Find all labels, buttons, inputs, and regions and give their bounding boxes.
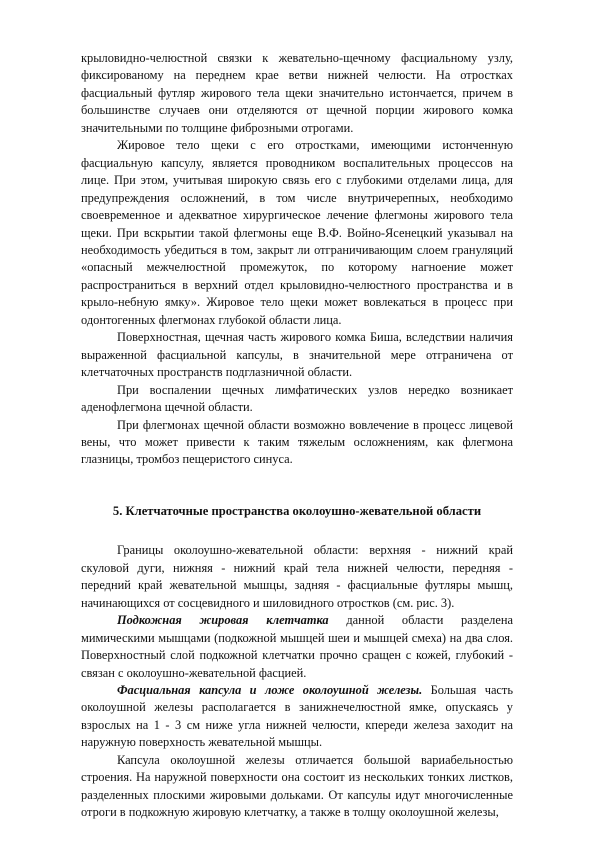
paragraph-boundaries: Границы околоушно-жевательной области: верхняя - нижний край скуловой дуги, нижняя - нижний край тела нижней челюсти, передняя - передний край жевательной мышцы, задняя - фасциальные футляры мышц, начинающихся от сосцевидного и шиловидного отростков (см. рис. 3). (81, 543, 513, 610)
paragraph-parotid-capsule (81, 682, 513, 752)
paragraph-subcutaneous (81, 612, 513, 682)
paragraph: Капсула околоушной железы отличается большой вариабельностью строения. На наружной поверхности она состоит из нескольких тонких листков, разделенных плоскими жировыми дольками. От капсулы идут многочисленные отроги в подкожную жировую клетчатку, а также в толщу околоушной железы, (81, 752, 513, 820)
paragraph: При воспалении щечных лимфатических узлов нередко возникает аденофлегмона щечной области. (81, 382, 513, 415)
section-heading: 5. Клетчаточные пространства околоушно-жевательной области (112, 503, 482, 518)
run-in-heading: Фасциальная капсула и ложе околоушной железы. (117, 682, 423, 697)
document-page (81, 50, 513, 822)
heading-spacer (81, 520, 513, 542)
paragraph: При флегмонах щечной области возможно вовлечение в процесс лицевой вены, что может привести к таким тяжелым осложнениям, как флегмона глазницы, тромбоз пещеристого синуса. (81, 417, 513, 467)
run-in-heading: Подкожная жировая клетчатка (117, 613, 329, 628)
paragraph: Поверхностная, щечная часть жирового комка Биша, вследствии наличия выраженной фасциальной капсулы, в значительной мере отграничена от клетчаточных пространств подглазничной области. (81, 330, 513, 380)
paragraph-text: данной области разделена мимическими мышцами (подкожной мышцей шеи и мышцей смеха) на два слоя. Поверхностный слой подкожной клетчатки прочно сращен с кожей, глубокий - связан с околоушно-жевательной фасцией. (81, 613, 513, 680)
paragraph: Жировое тело щеки с его отростками, имеющими истонченную фасциальную капсулу, является проводником воспалительных процессов на лице. При этом, учитывая широкую связь его с глубокими отделами лица, для предупреждения осложнений, в том числе внутричерепных, необходимо своевременное и адекватное хирургическое лечение флегмоны жирового тела щеки. При вскрытии такой флегмоны еще В.Ф. Войно-Ясенецкий указывал на необходимость убедиться в том, закрыт ли отграничивающим слоем грануляций «опасный межчелюстной промежуток, по которому нагноение может распространиться в верхний отдел крыловидно-челюстного пространства и в крыло-небную ямку». Жировое тело щеки может вовлекаться в процесс при одонтогенных флегмонах глубокой области лица. (81, 138, 513, 327)
paragraph-text: Большая часть околоушной железы располагается в занижнечелюстной ямке, опускаясь у взрослых на 1 - 3 см ниже угла нижней челюсти, кпереди железа заходит на наружную поверхность жевательной мышцы. (81, 682, 514, 750)
paragraph: крыловидно-челюстной связки к жевательно-щечному фасциальному узлу, фиксированому на переднем крае ветви нижней челюсти. На отростках фасциальный футляр жирового тела щеки значительно истончается, причем в большинстве случаев они отделяются от щечной порции жирового комка значительными по толщине фиброзными отрогами. (81, 51, 513, 135)
section-spacer (81, 469, 513, 503)
